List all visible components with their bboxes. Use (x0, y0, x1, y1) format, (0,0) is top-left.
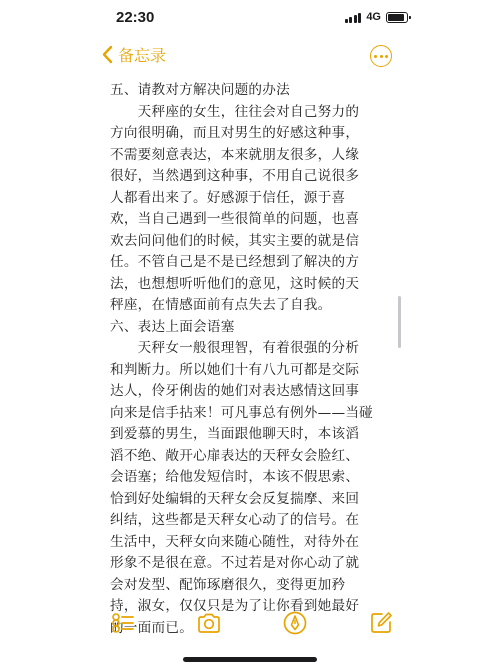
note-line: 欢，当自己遇到一些很简单的问题，也喜 (110, 211, 360, 227)
note-line: 生活中，天秤女向来随心随性，对待外在 (110, 533, 360, 550)
note-line: 欢去问问他们的时候，其实主要的就是信 (110, 232, 360, 249)
note-line: 和判断力。所以她们十有八九可都是交际 (110, 361, 360, 378)
note-line: 天秤女一般很理智，有着很强的分析 (110, 340, 360, 356)
note-line: 秤座，在情感面前有点失去了自我。 (110, 297, 332, 313)
note-line: 五、请教对方解决问题的办法 (110, 82, 290, 98)
back-button[interactable] (102, 43, 166, 66)
note-line: 不需要刻意表达，本来就朋友很多，人缘 (110, 146, 360, 163)
scroll-indicator[interactable] (398, 296, 401, 348)
note-line: 法，也想想听听他们的意见，这时候的天 (110, 275, 360, 292)
more-dot-icon (385, 55, 388, 58)
markup-pen-icon (282, 610, 308, 636)
note-body[interactable] (110, 80, 392, 639)
note-line: 六、表达上面会语塞 (110, 318, 235, 335)
back-label: 备忘录 (118, 46, 167, 65)
note-line: 任。不管自己是不是已经想到了解决的方 (110, 254, 360, 270)
status-bar (0, 0, 500, 36)
note-line: 会语塞；给他发短信时，本该不假思索、 (110, 469, 360, 485)
note-line: 人都看出来了。好感源于信任，源于喜 (110, 189, 346, 206)
nav-bar (0, 36, 500, 76)
note-line: 达人，伶牙俐齿的她们对表达感情这回事 (110, 383, 360, 399)
note-line: 形象不是很在意。不过若是对你心动了就 (110, 555, 360, 571)
network-type: 4G (366, 11, 381, 23)
note-line: 很好，当然遇到这种事，不用自己说很多 (110, 168, 360, 184)
more-dot-icon (380, 55, 383, 58)
home-indicator[interactable] (183, 657, 317, 662)
note-line: 天秤座的女生，往往会对自己努力的 (110, 103, 360, 120)
signal-strength-icon (345, 12, 362, 23)
bottom-toolbar (0, 604, 500, 644)
checklist-button[interactable] (110, 610, 136, 636)
note-line: 滔不绝、敞开心扉表达的天秤女会脸红、 (110, 447, 360, 464)
note-line: 持，淑女，仅仅只是为了让你看到她最好 (110, 598, 360, 614)
chevron-left-icon (102, 45, 113, 64)
camera-icon (196, 610, 222, 636)
battery-icon (386, 12, 408, 23)
camera-button[interactable] (196, 610, 222, 636)
note-line: 向来是信手拈来！可凡事总有例外——当碰 (110, 404, 374, 421)
compose-button[interactable] (368, 610, 394, 636)
status-time: 22:30 (116, 9, 155, 26)
checklist-icon (110, 610, 136, 636)
more-dot-icon (374, 55, 377, 58)
note-line: 到爱慕的男生，当面跟他聊天时，本该滔 (110, 426, 360, 442)
markup-button[interactable] (282, 610, 308, 636)
more-options-button[interactable] (370, 45, 392, 67)
status-indicators (345, 11, 408, 23)
note-line: 方向很明确，而且对男生的好感这种事， (110, 125, 360, 141)
note-line: 会对发型、配饰琢磨很久，变得更加矜 (110, 576, 346, 593)
compose-icon (368, 610, 394, 636)
note-line: 恰到好处编辑的天秤女会反复揣摩、来回 (110, 490, 360, 507)
note-line: 的一面而已。 (110, 619, 194, 636)
note-line: 纠结，这些都是天秤女心动了的信号。在 (110, 512, 360, 528)
